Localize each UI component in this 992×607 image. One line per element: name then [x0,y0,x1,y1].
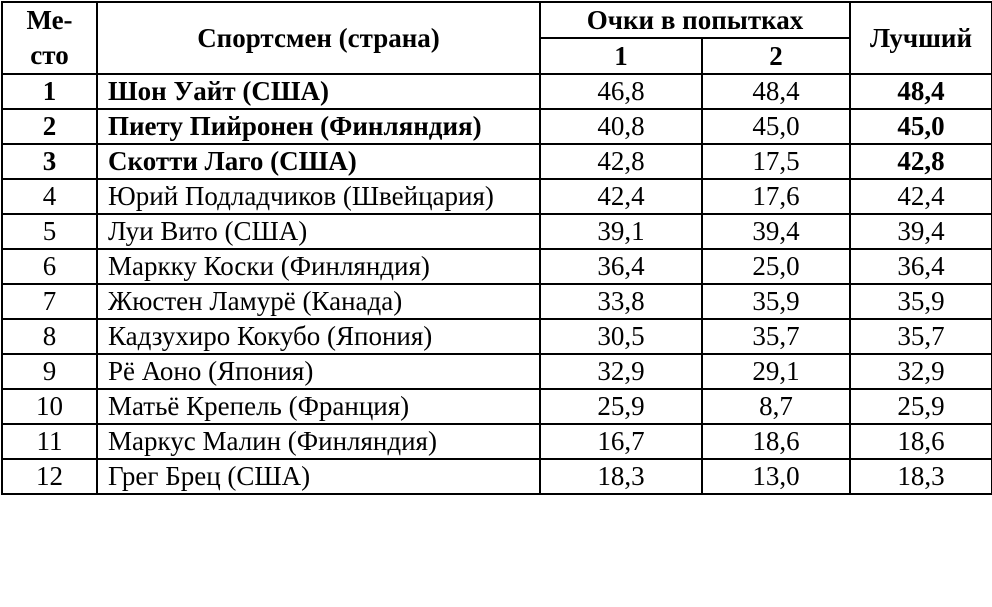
place-cell: 12 [2,459,97,494]
attempt-2-cell: 35,9 [702,284,850,319]
place-cell: 10 [2,389,97,424]
attempt-1-cell: 33,8 [540,284,702,319]
attempt-2-cell: 18,6 [702,424,850,459]
table-row [2,214,992,249]
table-row [2,424,992,459]
attempt-1-cell: 16,7 [540,424,702,459]
table-row [2,109,992,144]
attempt-1-cell: 36,4 [540,249,702,284]
athlete-cell: Маркку Коски (Финляндия) [97,249,540,284]
attempt-1-cell: 46,8 [540,74,702,109]
header-attempt-2: 2 [702,38,850,74]
athlete-cell: Грег Брец (США) [97,459,540,494]
attempt-1-cell: 32,9 [540,354,702,389]
place-cell: 4 [2,179,97,214]
place-cell: 9 [2,354,97,389]
best-cell: 25,9 [850,389,992,424]
table-row [2,319,992,354]
best-cell: 35,7 [850,319,992,354]
athlete-cell: Маркус Малин (Финляндия) [97,424,540,459]
table-body [2,74,992,494]
attempt-1-cell: 39,1 [540,214,702,249]
attempt-2-cell: 25,0 [702,249,850,284]
attempt-2-cell: 13,0 [702,459,850,494]
attempt-2-cell: 48,4 [702,74,850,109]
best-cell: 18,6 [850,424,992,459]
table-row [2,354,992,389]
place-cell: 1 [2,74,97,109]
athlete-cell: Матьё Крепель (Франция) [97,389,540,424]
place-cell: 8 [2,319,97,354]
attempt-2-cell: 35,7 [702,319,850,354]
table-row [2,389,992,424]
place-cell: 3 [2,144,97,179]
best-cell: 42,4 [850,179,992,214]
attempt-1-cell: 25,9 [540,389,702,424]
best-cell: 35,9 [850,284,992,319]
header-best: Лучший [850,2,992,74]
table-row [2,179,992,214]
attempt-2-cell: 29,1 [702,354,850,389]
table-row [2,144,992,179]
attempt-2-cell: 17,5 [702,144,850,179]
header-attempt-1: 1 [540,38,702,74]
athlete-cell: Юрий Подладчиков (Швейцария) [97,179,540,214]
best-cell: 39,4 [850,214,992,249]
results-table [1,1,992,495]
attempt-2-cell: 45,0 [702,109,850,144]
header-place: Ме- сто [2,2,97,74]
table-row [2,284,992,319]
header-attempts-group: Очки в попытках [540,2,850,38]
place-cell: 6 [2,249,97,284]
attempt-1-cell: 18,3 [540,459,702,494]
best-cell: 48,4 [850,74,992,109]
place-cell: 2 [2,109,97,144]
table-row [2,249,992,284]
table-row [2,74,992,109]
place-cell: 5 [2,214,97,249]
athlete-cell: Шон Уайт (США) [97,74,540,109]
place-cell: 7 [2,284,97,319]
athlete-cell: Луи Вито (США) [97,214,540,249]
table-row [2,459,992,494]
place-cell: 11 [2,424,97,459]
attempt-2-cell: 17,6 [702,179,850,214]
attempt-2-cell: 39,4 [702,214,850,249]
athlete-cell: Скотти Лаго (США) [97,144,540,179]
best-cell: 42,8 [850,144,992,179]
attempt-2-cell: 8,7 [702,389,850,424]
best-cell: 18,3 [850,459,992,494]
table-header [2,2,992,74]
best-cell: 45,0 [850,109,992,144]
best-cell: 32,9 [850,354,992,389]
header-row-top [2,2,992,38]
athlete-cell: Пиету Пийронен (Финляндия) [97,109,540,144]
attempt-1-cell: 40,8 [540,109,702,144]
athlete-cell: Кадзухиро Кокубо (Япония) [97,319,540,354]
attempt-1-cell: 42,4 [540,179,702,214]
best-cell: 36,4 [850,249,992,284]
attempt-1-cell: 30,5 [540,319,702,354]
athlete-cell: Рё Аоно (Япония) [97,354,540,389]
header-athlete: Спортсмен (страна) [97,2,540,74]
attempt-1-cell: 42,8 [540,144,702,179]
athlete-cell: Жюстен Ламурё (Канада) [97,284,540,319]
